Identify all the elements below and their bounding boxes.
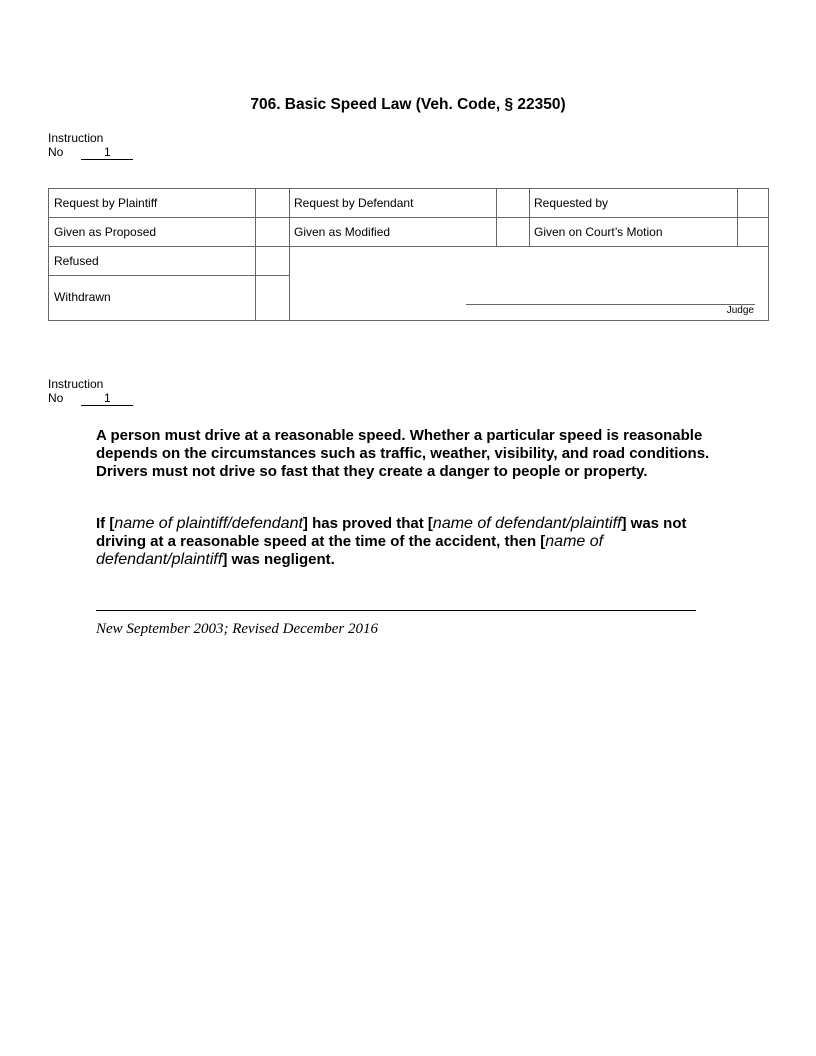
text-segment: If [: [96, 515, 115, 532]
instruction-label: Instruction: [48, 377, 104, 391]
request-by-defendant-label: Request by Defendant: [294, 196, 414, 210]
instruction-paragraph-1: A person must drive at a reasonable speed. Whether a particular speed is reasonable depends on the circumstances such as traffic, weather, visibility, and road conditions. Drivers must not drive so fast that they create a danger to people or property.: [96, 427, 710, 480]
given-as-modified-label: Given as Modified: [294, 225, 391, 239]
instruction-number: 1: [81, 392, 133, 406]
divider: [49, 246, 768, 247]
no-label: No: [48, 145, 64, 159]
divider: [49, 275, 289, 276]
no-label: No: [48, 391, 64, 405]
request-table: [48, 188, 769, 321]
withdrawn-label: Withdrawn: [54, 290, 111, 304]
request-by-plaintiff-label: Request by Plaintiff: [54, 196, 158, 210]
instruction-label-bottom: [48, 377, 133, 406]
judge-label: Judge: [726, 305, 754, 316]
instruction-label: Instruction: [48, 131, 104, 145]
placeholder-name: name of defendant/plaintiff: [432, 515, 622, 532]
instruction-label-top: [48, 131, 133, 160]
given-as-proposed-label: Given as Proposed: [54, 225, 157, 239]
text-segment: ] was not driving at a reasonable speed at the time of the accident, then [: [96, 515, 687, 550]
instruction-number: 1: [81, 146, 133, 160]
page-title: 706. Basic Speed Law (Veh. Code, § 22350): [250, 96, 566, 113]
judge-signature-line: [466, 304, 755, 305]
given-on-courts-motion-label: Given on Court’s Motion: [534, 225, 663, 239]
divider: [96, 610, 696, 611]
instruction-paragraph-2: [96, 515, 726, 569]
text-segment: ] has proved that [: [302, 515, 433, 532]
placeholder-name: name of defendant/plaintiff: [96, 533, 604, 568]
text-segment: ] was negligent.: [222, 551, 335, 568]
refused-label: Refused: [54, 254, 99, 268]
placeholder-name: name of plaintiff/defendant: [114, 515, 303, 532]
history-note: New September 2003; Revised December 2016: [96, 621, 378, 637]
requested-by-label: Requested by: [534, 196, 609, 210]
divider: [255, 189, 256, 320]
divider: [49, 217, 768, 218]
